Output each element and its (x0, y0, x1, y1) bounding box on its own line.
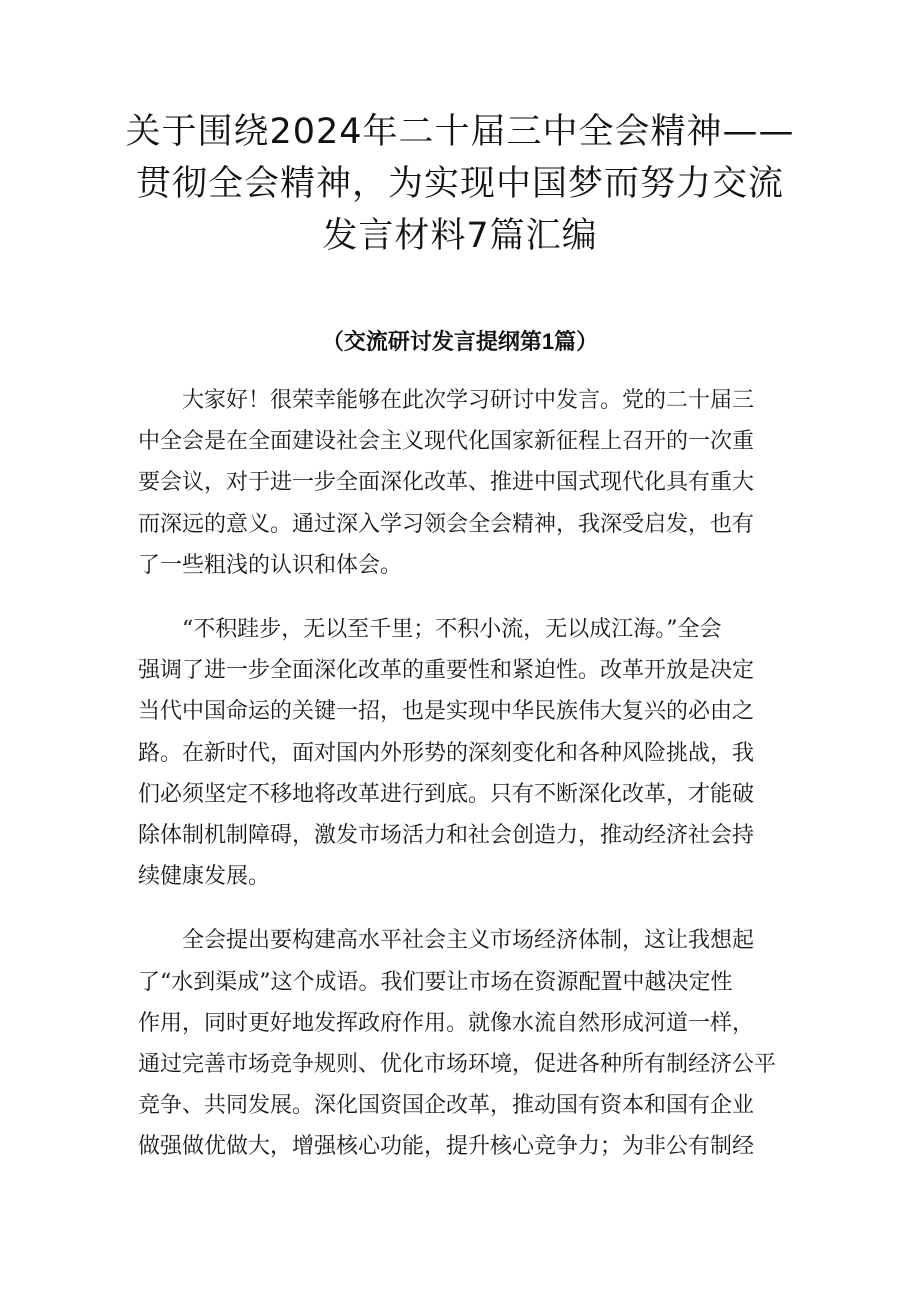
paragraph-line: 了“水到渠成”这个成语。我们要让市场在资源配置中越决定性 (138, 969, 733, 995)
paragraph-line: 竞争、共同发展。深化国资国企改革，推动国有资本和国有企业 (138, 1093, 755, 1119)
paragraph-line: 通过完善市场竞争规则、优化市场环境，促进各种所有制经济公平 (138, 1052, 777, 1078)
paragraph-line: 大家好！很荣幸能够在此次学习研讨中发言。党的二十届三 (182, 388, 755, 413)
paragraph-line: 全会提出要构建高水平社会主义市场经济体制，这让我想起 (182, 928, 755, 954)
section-heading: （交流研讨发言提纲第1篇） (321, 329, 599, 354)
paragraph-line: 做强做优做大，增强核心功能，提升核心竞争力；为非公有制经 (138, 1134, 755, 1160)
paragraph-line: “不积跬步，无以至千里；不积小流，无以成江海。”全会 (182, 617, 722, 643)
document-body (138, 380, 798, 1191)
paragraph-line: 路。在新时代，面对国内外形势的深刻变化和各种风险挑战，我 (138, 740, 755, 766)
paragraph-line: 要会议，对于进一步全面深化改革、推进中国式现代化具有重大 (138, 470, 755, 496)
title-line: 关于围绕2024年二十届三中全会精神—— (125, 112, 795, 152)
paragraph-line: 除体制机制障碍，激发市场活力和社会创造力，推动经济社会持 (138, 823, 755, 849)
paragraph-2 (138, 609, 798, 897)
paragraph-line: 中全会是在全面建设社会主义现代化国家新征程上召开的一次重 (138, 429, 755, 455)
paragraph-3 (138, 920, 798, 1167)
paragraph-line: 作用，同时更好地发挥政府作用。就像水流自然形成河道一样， (138, 1010, 755, 1036)
title-line: 贯彻全会精神，为实现中国梦而努力交流 (135, 164, 784, 204)
paragraph-line: 当代中国命运的关键一招，也是实现中华民族伟大复兴的必由之 (138, 699, 755, 725)
paragraph-1 (138, 380, 798, 586)
title-line: 发言材料7篇汇编 (322, 216, 598, 256)
paragraph-line: 强调了进一步全面深化改革的重要性和紧迫性。改革开放是决定 (138, 658, 755, 684)
paragraph-line: 而深远的意义。通过深入学习领会全会精神，我深受启发，也有 (138, 511, 755, 537)
paragraph-line: 了一些粗浅的认识和体会。 (138, 552, 403, 578)
paragraph-line: 续健康发展。 (138, 864, 271, 890)
document-title (120, 106, 800, 262)
paragraph-line: 们必须坚定不移地将改革进行到底。只有不断深化改革，才能破 (138, 781, 755, 807)
